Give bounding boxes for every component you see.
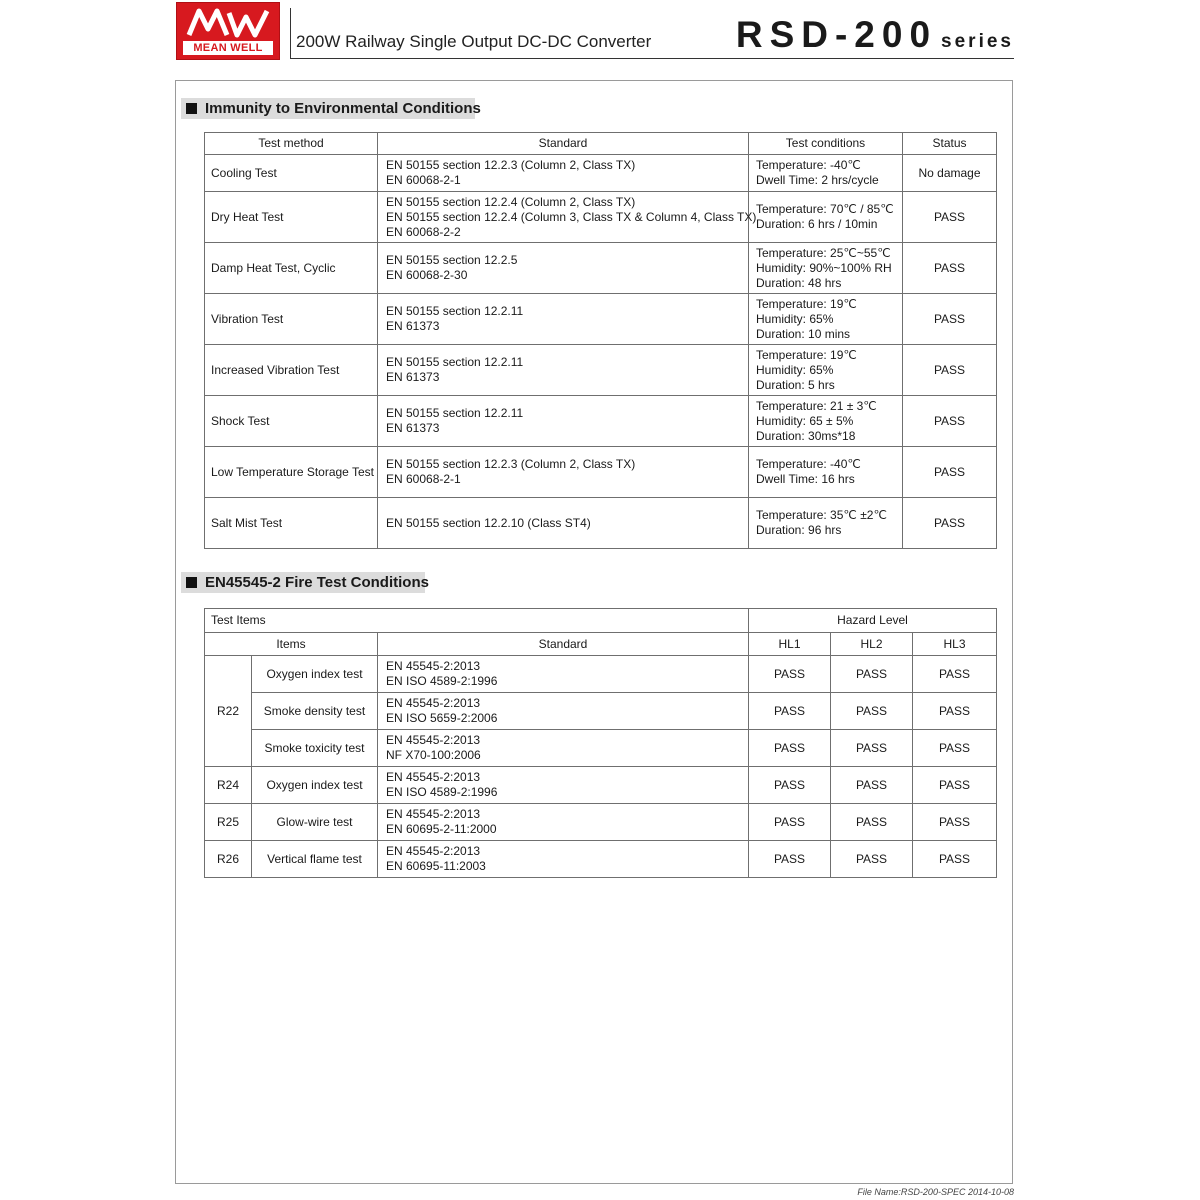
standard-line: EN 61373	[386, 370, 440, 384]
standard-line: EN ISO 4589-2:1996	[386, 674, 498, 688]
standard-line: EN 61373	[386, 421, 440, 435]
standard-cell	[378, 804, 749, 841]
fire-header-row-2	[205, 633, 997, 656]
standard-line: EN ISO 4589-2:1996	[386, 785, 498, 799]
standard-line: EN 60695-11:2003	[386, 859, 486, 873]
standard-line: EN 50155 section 12.2.11	[386, 304, 524, 318]
standard-line: EN 45545-2:2013	[386, 733, 481, 747]
hazard-result-cell: PASS	[913, 656, 997, 693]
hazard-result-cell: PASS	[913, 804, 997, 841]
fire-test-table	[204, 608, 997, 878]
test-item-cell: Oxygen index test	[252, 656, 378, 693]
standard-cell	[378, 345, 749, 396]
group-code-cell: R24	[205, 767, 252, 804]
status-cell: PASS	[903, 243, 997, 294]
standard-cell	[378, 243, 749, 294]
standard-line: EN 45545-2:2013	[386, 844, 481, 858]
conditions-cell	[749, 192, 903, 243]
condition-line: Humidity: 90%~100% RH	[756, 260, 892, 275]
header-hl3: HL3	[913, 633, 997, 656]
condition-line: Duration: 6 hrs / 10min	[756, 217, 878, 231]
table-row	[205, 767, 997, 804]
standard-cell	[378, 693, 749, 730]
standard-cell	[378, 447, 749, 498]
table-row	[205, 498, 997, 549]
section-immunity-title	[181, 98, 481, 119]
group-code-cell: R22	[205, 656, 252, 767]
condition-line: Duration: 5 hrs	[756, 377, 835, 392]
fire-header-row-1	[205, 609, 997, 633]
title-divider	[290, 8, 291, 59]
test-method-cell: Salt Mist Test	[205, 498, 378, 549]
header-hazard-level: Hazard Level	[749, 609, 997, 633]
hazard-result-cell: PASS	[749, 656, 831, 693]
logo-text: MEAN WELL	[183, 41, 273, 55]
header-test-method: Test method	[205, 133, 378, 155]
condition-line: Humidity: 65%	[756, 311, 834, 326]
conditions-cell	[749, 294, 903, 345]
conditions-cell	[749, 498, 903, 549]
standard-line: EN 45545-2:2013	[386, 696, 481, 710]
hazard-result-cell: PASS	[831, 767, 913, 804]
standard-line: EN 60068-2-1	[386, 472, 461, 486]
section-bullet-icon	[186, 577, 197, 588]
hazard-result-cell: PASS	[749, 730, 831, 767]
condition-line: Temperature: -40℃	[756, 457, 861, 471]
section-immunity-label: Immunity to Environmental Conditions	[205, 100, 481, 117]
standard-cell	[378, 498, 749, 549]
test-item-cell: Smoke toxicity test	[252, 730, 378, 767]
standard-line: EN 50155 section 12.2.3 (Column 2, Class TX)	[386, 158, 636, 172]
mw-logo-icon	[177, 3, 281, 43]
standard-line: EN 50155 section 12.2.5	[386, 253, 518, 267]
conditions-cell	[749, 396, 903, 447]
standard-cell	[378, 767, 749, 804]
header-hl2: HL2	[831, 633, 913, 656]
test-method-cell: Cooling Test	[205, 155, 378, 192]
section-fire-label: EN45545-2 Fire Test Conditions	[205, 574, 429, 591]
standard-line: NF X70-100:2006	[386, 748, 481, 762]
hazard-result-cell: PASS	[749, 767, 831, 804]
group-code-cell: R26	[205, 841, 252, 878]
conditions-cell	[749, 155, 903, 192]
standard-line: EN 60068-2-30	[386, 268, 468, 282]
header-fire-standard: Standard	[378, 633, 749, 656]
standard-line: EN 60068-2-2	[386, 224, 461, 239]
condition-line: Temperature: 21 ± 3℃	[756, 398, 877, 413]
test-item-cell: Glow-wire test	[252, 804, 378, 841]
hazard-result-cell: PASS	[913, 693, 997, 730]
standard-line: EN 50155 section 12.2.3 (Column 2, Class TX)	[386, 457, 636, 471]
table-row	[205, 294, 997, 345]
test-method-cell: Increased Vibration Test	[205, 345, 378, 396]
condition-line: Temperature: 35℃ ±2℃	[756, 508, 887, 522]
hazard-result-cell: PASS	[831, 804, 913, 841]
condition-line: Temperature: 19℃	[756, 347, 857, 362]
status-cell: PASS	[903, 192, 997, 243]
hazard-result-cell: PASS	[749, 693, 831, 730]
standard-line: EN 60695-2-11:2000	[386, 822, 497, 836]
group-code-cell: R25	[205, 804, 252, 841]
table-row	[205, 243, 997, 294]
condition-line: Duration: 96 hrs	[756, 523, 842, 537]
status-cell: PASS	[903, 294, 997, 345]
table-header-row	[205, 133, 997, 155]
standard-line: EN 45545-2:2013	[386, 659, 481, 673]
table-row	[205, 155, 997, 192]
series-suffix: series	[941, 31, 1014, 52]
table-row	[205, 841, 997, 878]
condition-line: Humidity: 65%	[756, 362, 834, 377]
table-row	[205, 345, 997, 396]
test-item-cell: Vertical flame test	[252, 841, 378, 878]
standard-cell	[378, 841, 749, 878]
hazard-result-cell: PASS	[913, 767, 997, 804]
standard-line: EN 45545-2:2013	[386, 770, 481, 784]
standard-line: EN 60068-2-1	[386, 173, 461, 187]
standard-cell	[378, 396, 749, 447]
standard-cell	[378, 656, 749, 693]
standard-line: EN 50155 section 12.2.11	[386, 406, 524, 420]
standard-cell	[378, 294, 749, 345]
status-cell: PASS	[903, 345, 997, 396]
standard-cell	[378, 155, 749, 192]
header-test-conditions: Test conditions	[749, 133, 903, 155]
header-items: Items	[205, 633, 378, 656]
hazard-result-cell: PASS	[831, 693, 913, 730]
hazard-result-cell: PASS	[913, 730, 997, 767]
table-row	[205, 804, 997, 841]
condition-line: Duration: 30ms*18	[756, 428, 856, 443]
standard-line: EN 50155 section 12.2.4 (Column 2, Class TX)	[386, 194, 636, 209]
document-title: 200W Railway Single Output DC-DC Converter	[296, 32, 652, 51]
header-status: Status	[903, 133, 997, 155]
condition-line: Dwell Time: 2 hrs/cycle	[756, 173, 879, 187]
table-row	[205, 730, 997, 767]
standard-line: EN 61373	[386, 319, 440, 333]
condition-line: Temperature: 25℃~55℃	[756, 245, 891, 260]
conditions-cell	[749, 345, 903, 396]
condition-line: Duration: 10 mins	[756, 326, 851, 341]
hazard-result-cell: PASS	[749, 841, 831, 878]
section-bullet-icon	[186, 103, 197, 114]
standard-line: EN 50155 section 12.2.4 (Column 3, Class TX & Column 4, Class TX)	[386, 209, 757, 224]
condition-line: Temperature: -40℃	[756, 158, 861, 172]
condition-line: Temperature: 70℃ / 85℃	[756, 202, 894, 216]
environmental-table	[204, 132, 997, 549]
condition-line: Temperature: 19℃	[756, 296, 857, 311]
table-row	[205, 656, 997, 693]
status-cell: PASS	[903, 396, 997, 447]
header-standard: Standard	[378, 133, 749, 155]
table-row	[205, 447, 997, 498]
test-method-cell: Vibration Test	[205, 294, 378, 345]
hazard-result-cell: PASS	[749, 804, 831, 841]
hazard-result-cell: PASS	[913, 841, 997, 878]
header-test-items: Test Items	[205, 609, 749, 633]
status-cell: PASS	[903, 447, 997, 498]
hazard-result-cell: PASS	[831, 730, 913, 767]
status-cell: No damage	[903, 155, 997, 192]
standard-line: EN 45545-2:2013	[386, 807, 481, 821]
table-row	[205, 192, 997, 243]
conditions-cell	[749, 447, 903, 498]
series-title	[736, 14, 1014, 56]
standard-cell	[378, 192, 757, 243]
standard-cell	[378, 730, 749, 767]
standard-line: EN 50155 section 12.2.11	[386, 355, 524, 369]
conditions-cell	[749, 243, 903, 294]
status-cell: PASS	[903, 498, 997, 549]
test-method-cell: Low Temperature Storage Test	[205, 447, 378, 498]
hazard-result-cell: PASS	[831, 841, 913, 878]
standard-line: EN 50155 section 12.2.10 (Class ST4)	[386, 515, 591, 530]
header-hl1: HL1	[749, 633, 831, 656]
section-fire-title	[181, 572, 429, 593]
header-rule	[290, 58, 1014, 59]
test-method-cell: Damp Heat Test, Cyclic	[205, 243, 378, 294]
series-model: RSD-200	[735, 14, 938, 55]
test-item-cell: Smoke density test	[252, 693, 378, 730]
condition-line: Duration: 48 hrs	[756, 275, 842, 290]
condition-line: Dwell Time: 16 hrs	[756, 472, 855, 486]
test-method-cell: Dry Heat Test	[205, 192, 378, 243]
file-name-footer: File Name:RSD-200-SPEC 2014-10-08	[857, 1187, 1014, 1197]
test-item-cell: Oxygen index test	[252, 767, 378, 804]
standard-line: EN ISO 5659-2:2006	[386, 711, 498, 725]
mean-well-logo	[176, 2, 280, 60]
table-row	[205, 693, 997, 730]
table-row	[205, 396, 997, 447]
test-method-cell: Shock Test	[205, 396, 378, 447]
hazard-result-cell: PASS	[831, 656, 913, 693]
condition-line: Humidity: 65 ± 5%	[756, 413, 854, 428]
